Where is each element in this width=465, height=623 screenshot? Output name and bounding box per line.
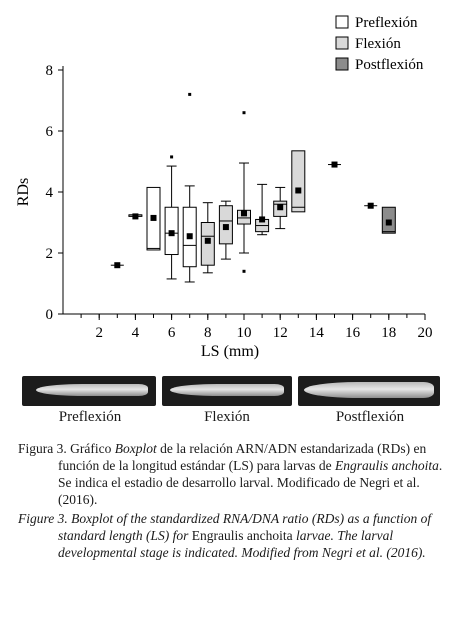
outlier-point: [243, 111, 246, 114]
legend-label: Postflexión: [355, 57, 424, 73]
caption-spanish: Figura 3. Gráfico Boxplot de la relación ARN/ADN estandarizada (RDs) en función de la longitud estándar (LS) para larvas de Engraulis anchoita. Se indica el estadio de desarrollo larval. Modificado de Negri et al. (2016).: [18, 441, 443, 507]
stage-label-postflexion: Postflexión: [335, 409, 405, 425]
x-tick-label: 4: [131, 325, 140, 341]
box-group: [111, 262, 124, 268]
larva-photo-flexion: [162, 376, 292, 406]
x-tick-label: 14: [308, 325, 324, 341]
box-group: [147, 187, 160, 250]
box-group: [165, 155, 178, 278]
larva-photo-preflexion: [22, 376, 156, 406]
outlier-point: [170, 155, 173, 158]
plot-marks: [111, 93, 396, 282]
box: [292, 151, 305, 212]
y-axis-label: RDs: [15, 177, 32, 207]
box-group: [274, 187, 287, 228]
y-tick-label: 2: [45, 246, 53, 262]
box: [201, 223, 214, 266]
mean-marker: [259, 216, 265, 222]
legend: [336, 15, 424, 73]
x-tick-label: 6: [167, 325, 176, 341]
legend-label: Preflexión: [355, 15, 418, 31]
x-axis-label: LS (mm): [200, 343, 260, 360]
mean-marker: [386, 220, 392, 226]
box-group: [382, 207, 395, 233]
box-group: [256, 184, 269, 234]
legend-label: Flexión: [355, 36, 401, 52]
box-group: [201, 203, 214, 273]
outlier-point: [243, 270, 246, 273]
stage-label-flexion: Flexión: [204, 409, 250, 425]
caption-english: Figure 3. Boxplot of the standardized RNA/DNA ratio (RDs) as a function of standard length (LS) for Engraulis anchoita larvae. The larval developmental stage is indicated. Modified from Negri et al. (2016).: [18, 511, 432, 560]
larva-photo-postflexion: [298, 376, 440, 406]
y-tick-label: 8: [45, 63, 53, 79]
box-group: [183, 93, 196, 282]
legend-swatch: [336, 37, 348, 49]
mean-marker: [368, 203, 374, 209]
x-tick-label: 20: [417, 325, 433, 341]
x-tick-label: 8: [204, 325, 212, 341]
box-group: [238, 111, 251, 273]
mean-marker: [187, 233, 193, 239]
x-tick-label: 2: [95, 325, 103, 341]
box-group: [328, 162, 341, 168]
figure-caption: [18, 440, 448, 561]
outlier-point: [188, 93, 191, 96]
x-tick-label: 10: [236, 325, 252, 341]
mean-marker: [114, 262, 120, 268]
y-tick-label: 4: [45, 185, 53, 201]
mean-marker: [332, 162, 338, 168]
box-group: [129, 213, 142, 219]
y-tick-label: 0: [45, 307, 53, 323]
legend-swatch: [336, 16, 348, 28]
box-group: [292, 151, 305, 212]
mean-marker: [295, 187, 301, 193]
x-tick-label: 12: [272, 325, 288, 341]
mean-marker: [223, 224, 229, 230]
plot-axes: [46, 63, 433, 341]
x-tick-label: 16: [345, 325, 361, 341]
mean-marker: [205, 238, 211, 244]
mean-marker: [277, 204, 283, 210]
mean-marker: [132, 213, 138, 219]
stage-label-preflexion: Preflexión: [58, 409, 122, 425]
box-group: [219, 201, 232, 259]
box-group: [364, 203, 377, 209]
mean-marker: [169, 230, 175, 236]
legend-swatch: [336, 58, 348, 70]
mean-marker: [151, 215, 157, 221]
y-tick-label: 6: [45, 124, 53, 140]
x-tick-label: 18: [381, 325, 397, 341]
mean-marker: [241, 210, 247, 216]
